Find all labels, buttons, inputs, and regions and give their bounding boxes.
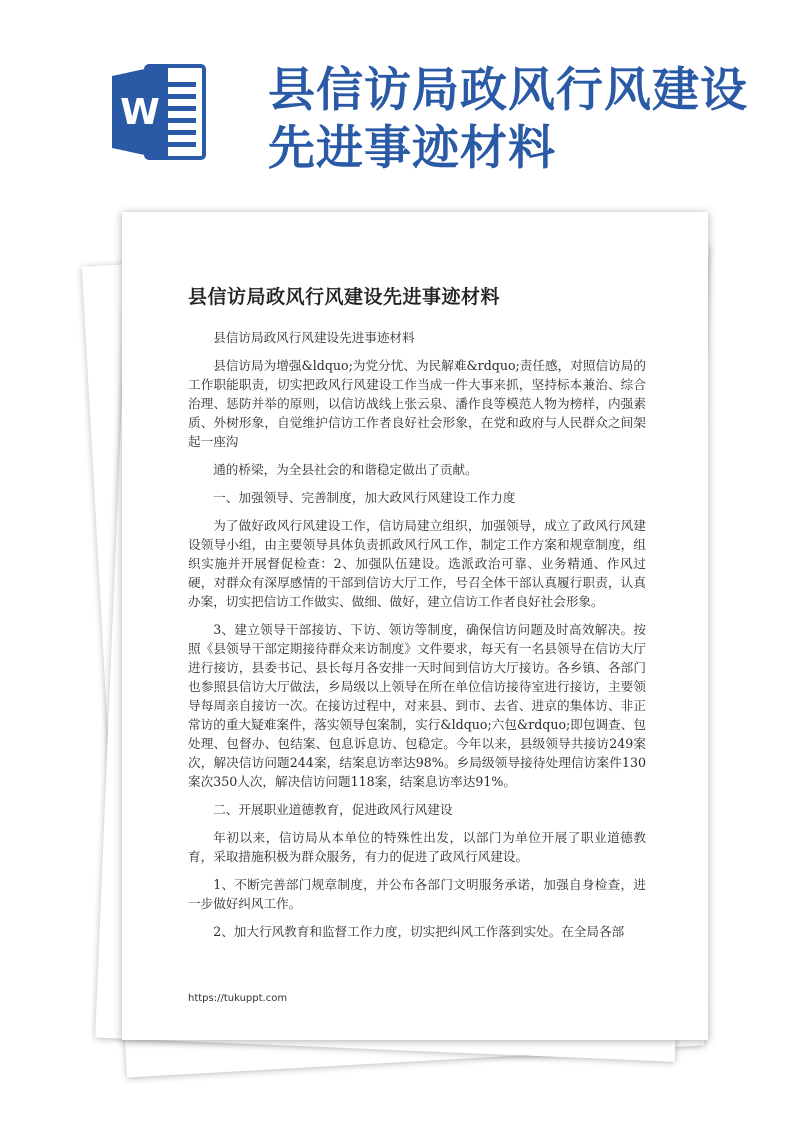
paragraph: 通的桥梁，为全县社会的和谐稳定做出了贡献。 [213,462,478,477]
paragraph: 为了做好政风行风建设工作，信访局建立组织，加强领导，成立了政风行风建设领导小组，由主要领导具体负责抓政风行风工作，制定工作方案和规章制度，组织实施并开展督促检查：2、加强队伍建设。选派政治可靠、业务精通、作风过硬，对群众有深厚感情的干部到信访大厅工作，号召全体干部认真履行职责，认真办案，切实把信访工作做实、做细、做好，建立信访工作者良好社会形象。 [188,518,646,609]
word-document-icon [110,58,210,166]
section-heading: 二、开展职业道德教育，促进政风行风建设 [213,802,453,817]
header-title-line2: 先进事迹材料 [268,121,556,176]
header-title-line1: 县信访局政风行风建设 [268,63,748,118]
paragraph: 2、加大行风教育和监督工作力度，切实把纠风工作落到实处。在全局各部 [213,924,625,939]
paragraph: 3、建立领导干部接访、下访、领访等制度，确保信访问题及时高效解决。按照《县领导干部定期接待群众来访制度》文件要求，每天有一名县领导在信访大厅进行接访，县委书记、县长每月各安排一天时间到信访大厅接访。各乡镇、各部门也参照县信访大厅做法，乡局级以上领导在所在单位信访接待室进行接访，主要领导每周亲自接访一次。在接访过程中，对来县、到市、去省、进京的集体访、非正常访的重大疑难案件，落实领导包案制，实行&ldquo;六包&rdquo;即包调查、包处理、包督办、包结案、包息诉息访、包稳定。今年以来，县级领导共接访249案次，解决信访问题244案，结案息访率达98%。乡局级领导接待处理信访案件130案次350人次，解决信访问题118案，结案息访率达91%。 [188,622,646,789]
paragraph: 县信访局为增强&ldquo;为党分忧、为民解难&rdquo;责任感，对照信访局的工作职能职责，切实把政风行风建设工作当成一件大事来抓，坚持标本兼治、综合治理、惩防并举的原则，以信访战线上张云泉、潘作良等模范人物为榜样，内强素质、外树形象，自觉维护信访工作者良好社会形象，在党和政府与人民群众之间架起一座沟 [188,358,646,449]
document-title: 县信访局政风行风建设先进事迹材料 [188,286,501,308]
header-title [268,62,778,178]
section-heading: 一、加强领导、完善制度，加大政风行风建设工作力度 [213,490,516,505]
footer-url: https://tukuppt.com [188,993,288,1004]
paragraph: 1、不断完善部门规章制度，并公布各部门文明服务承诺，加强自身检查，进一步做好纠风工作。 [188,877,646,911]
paragraph: 县信访局政风行风建设先进事迹材料 [213,330,415,345]
document-body [188,328,646,950]
word-logo-letter: W [120,92,160,133]
paragraph: 年初以来，信访局从本单位的特殊性出发，以部门为单位开展了职业道德教育，采取措施积极为群众服务，有力的促进了政风行风建设。 [188,830,646,864]
